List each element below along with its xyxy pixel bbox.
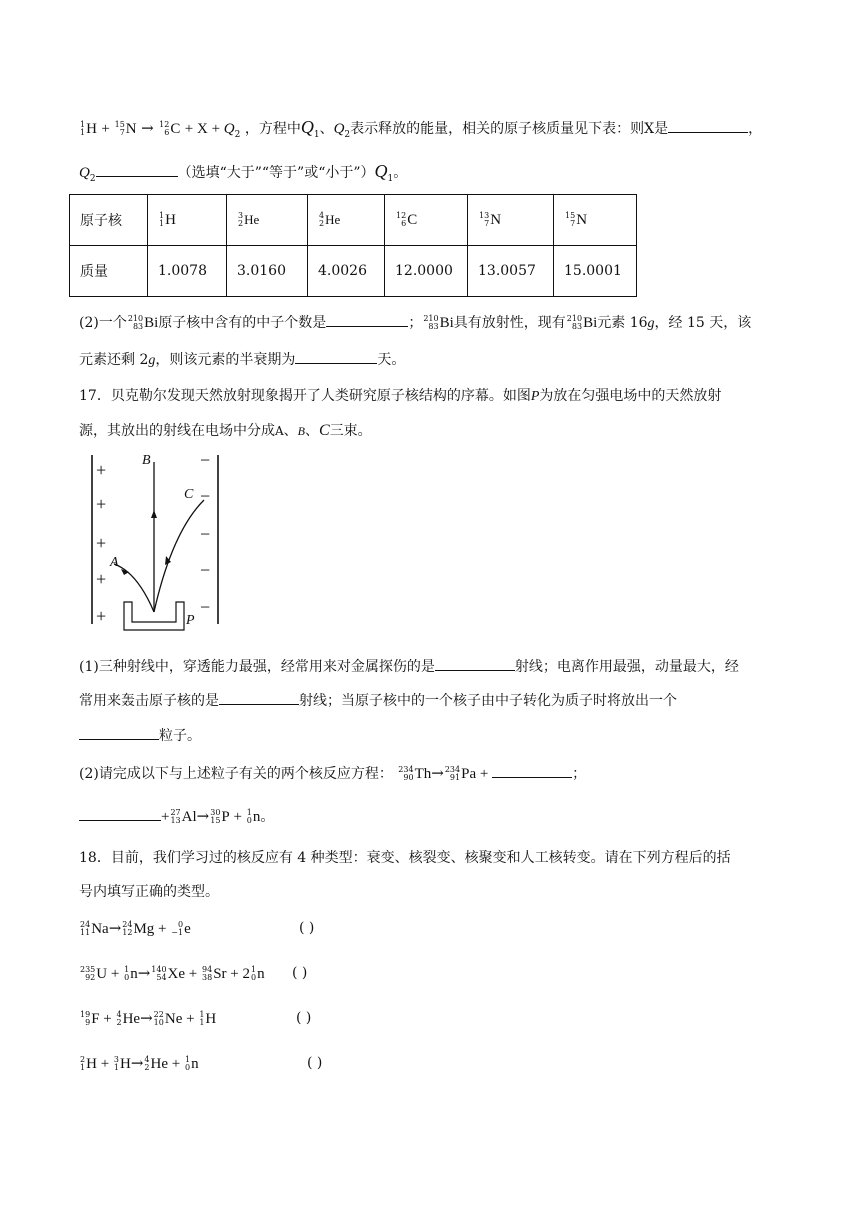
q18-equation-3: 19 9 F + 4 2 He→ 22 10 Ne + 1 1 H ( ) xyxy=(80,1009,312,1027)
answer-blank[interactable] xyxy=(326,312,408,327)
table-cell: 4.0026 xyxy=(308,246,385,297)
nuclide-c12: 12 6 C xyxy=(159,120,181,137)
q16-desc: 表示释放的能量，相关的原子核质量见下表：则X是 xyxy=(350,121,669,137)
label-b: B xyxy=(142,453,151,468)
answer-paren[interactable]: ( ) xyxy=(299,920,315,936)
plus-sign: + xyxy=(96,606,107,626)
answer-blank[interactable] xyxy=(492,763,572,778)
ray-b-arrow xyxy=(151,510,157,518)
q18-equation-1: 24 11 Na→ 24 12 Mg + 0 −1 e ( ) xyxy=(80,919,315,937)
q17-part2-line1: (2)请完成以下与上述粒子有关的两个核反应方程： 234 90 Th→ 234 91 Pa + ； xyxy=(79,764,587,782)
ray-c xyxy=(154,500,204,612)
answer-blank[interactable] xyxy=(79,806,161,821)
table-row-mass xyxy=(70,246,637,297)
table-cell: 4 2 He xyxy=(308,195,385,246)
q18-equation-4: 2 1 H + 3 1 H→ 4 2 He + 1 0 n ( ) xyxy=(80,1054,323,1072)
q16-equation-line: 1 1 H + 15 7 N → 12 6 $C + X + Q_2$ ，方程中$Q_1$、$Q_2$表示释放的能量，相关的原子核质量见下表：则X是 ， xyxy=(80,117,763,140)
answer-blank[interactable] xyxy=(96,162,178,177)
minus-sign: − xyxy=(200,560,211,580)
answer-blank[interactable] xyxy=(295,349,377,364)
nuclide-mass-table xyxy=(69,194,637,297)
table-cell: 12 6 C xyxy=(385,195,468,246)
table-cell: 12.0000 xyxy=(385,246,468,297)
q18-equation-2: 235 92 U + 1 0 n→ 140 54 Xe + 94 38 Sr + 2 1 0 n ( ) xyxy=(80,964,308,982)
table-cell: 15 7 N xyxy=(554,195,637,246)
q18-title-line1: 18．目前，我们学习过的核反应有 4 种类型：衰变、核裂变、核聚变和人工核转变。请在下列方程后的括 xyxy=(79,850,731,866)
plus-sign: + xyxy=(96,460,107,480)
answer-blank[interactable] xyxy=(79,725,159,740)
q16-part2-line2: 元素还剩 2g，则该元素的半衰期为 天。 xyxy=(79,349,405,371)
nuclide-h1: 1 1 H xyxy=(80,120,97,137)
answer-blank[interactable] xyxy=(219,690,299,705)
q17-title-line1: 17．贝克勒尔发现天然放射现象揭开了人类研究原子核结构的序幕。如图P为放在匀强电场中的天然放射 xyxy=(79,388,722,404)
plus-sign: + xyxy=(96,569,107,589)
q17-part1-line1: (1)三种射线中，穿透能力最强，经常用来对金属探伤的是 射线；电离作用最强，动量最大，经 xyxy=(79,656,739,677)
table-cell: 13.0057 xyxy=(468,246,554,297)
nuclide-n15: 15 7 N xyxy=(114,120,137,137)
table-cell: 13 7 N xyxy=(468,195,554,246)
table-cell: 1 1 H xyxy=(148,195,227,246)
plus-sign: + xyxy=(96,533,107,553)
radiation-field-diagram xyxy=(82,452,232,632)
q16-eq-text: ，方程中 xyxy=(244,121,301,137)
table-cell: 1.0078 xyxy=(148,246,227,297)
ray-a xyxy=(114,564,154,612)
answer-blank[interactable] xyxy=(435,656,515,671)
q17-part2-line2: + 27 13 Al→ 30 15 P + 1 0 n。 xyxy=(79,806,274,827)
answer-paren[interactable]: ( ) xyxy=(307,1055,323,1071)
q18-title-line2: 号内填写正确的类型。 xyxy=(79,884,219,900)
minus-sign: − xyxy=(200,597,211,617)
q16-compare-line: $Q_2$ （选填“大于”“等于”或“小于$”)Q_1$。 xyxy=(79,161,408,184)
answer-paren[interactable]: ( ) xyxy=(292,965,308,981)
q17-part1-line3: 粒子。 xyxy=(79,725,201,746)
q17-title-line2: 源，其放出的射线在电场中分成A、B、C三束。 xyxy=(79,422,372,439)
q16-part2-line1: (2)一个 210 83 Bi原子核中含有的中子个数是 ； 210 83 Bi具有放射性，现有 210 83 Bi元素 16g，经 15 天，该 xyxy=(79,314,752,331)
label-a: A xyxy=(110,555,119,570)
table-header-cell: 原子核 xyxy=(70,195,148,246)
minus-sign: − xyxy=(200,524,211,544)
table-row-nuclide xyxy=(70,195,637,246)
table-cell: 3 2 He xyxy=(227,195,308,246)
table-cell: 15.0001 xyxy=(554,246,637,297)
minus-sign: − xyxy=(200,452,211,470)
q16-choose: （选填“大于”“等于”或“小于”） xyxy=(177,165,375,181)
table-cell: 3.0160 xyxy=(227,246,308,297)
minus-sign: − xyxy=(200,486,211,506)
q17-part1-line2: 常用来轰击原子核的是 射线；当原子核中的一个核子由中子转化为质子时将放出一个 xyxy=(79,690,677,711)
label-p: P xyxy=(186,613,195,628)
table-header-cell: 质量 xyxy=(70,246,148,297)
answer-blank[interactable] xyxy=(668,118,748,133)
plus-sign: + xyxy=(96,494,107,514)
answer-paren[interactable]: ( ) xyxy=(296,1010,312,1026)
label-c: C xyxy=(184,487,194,502)
